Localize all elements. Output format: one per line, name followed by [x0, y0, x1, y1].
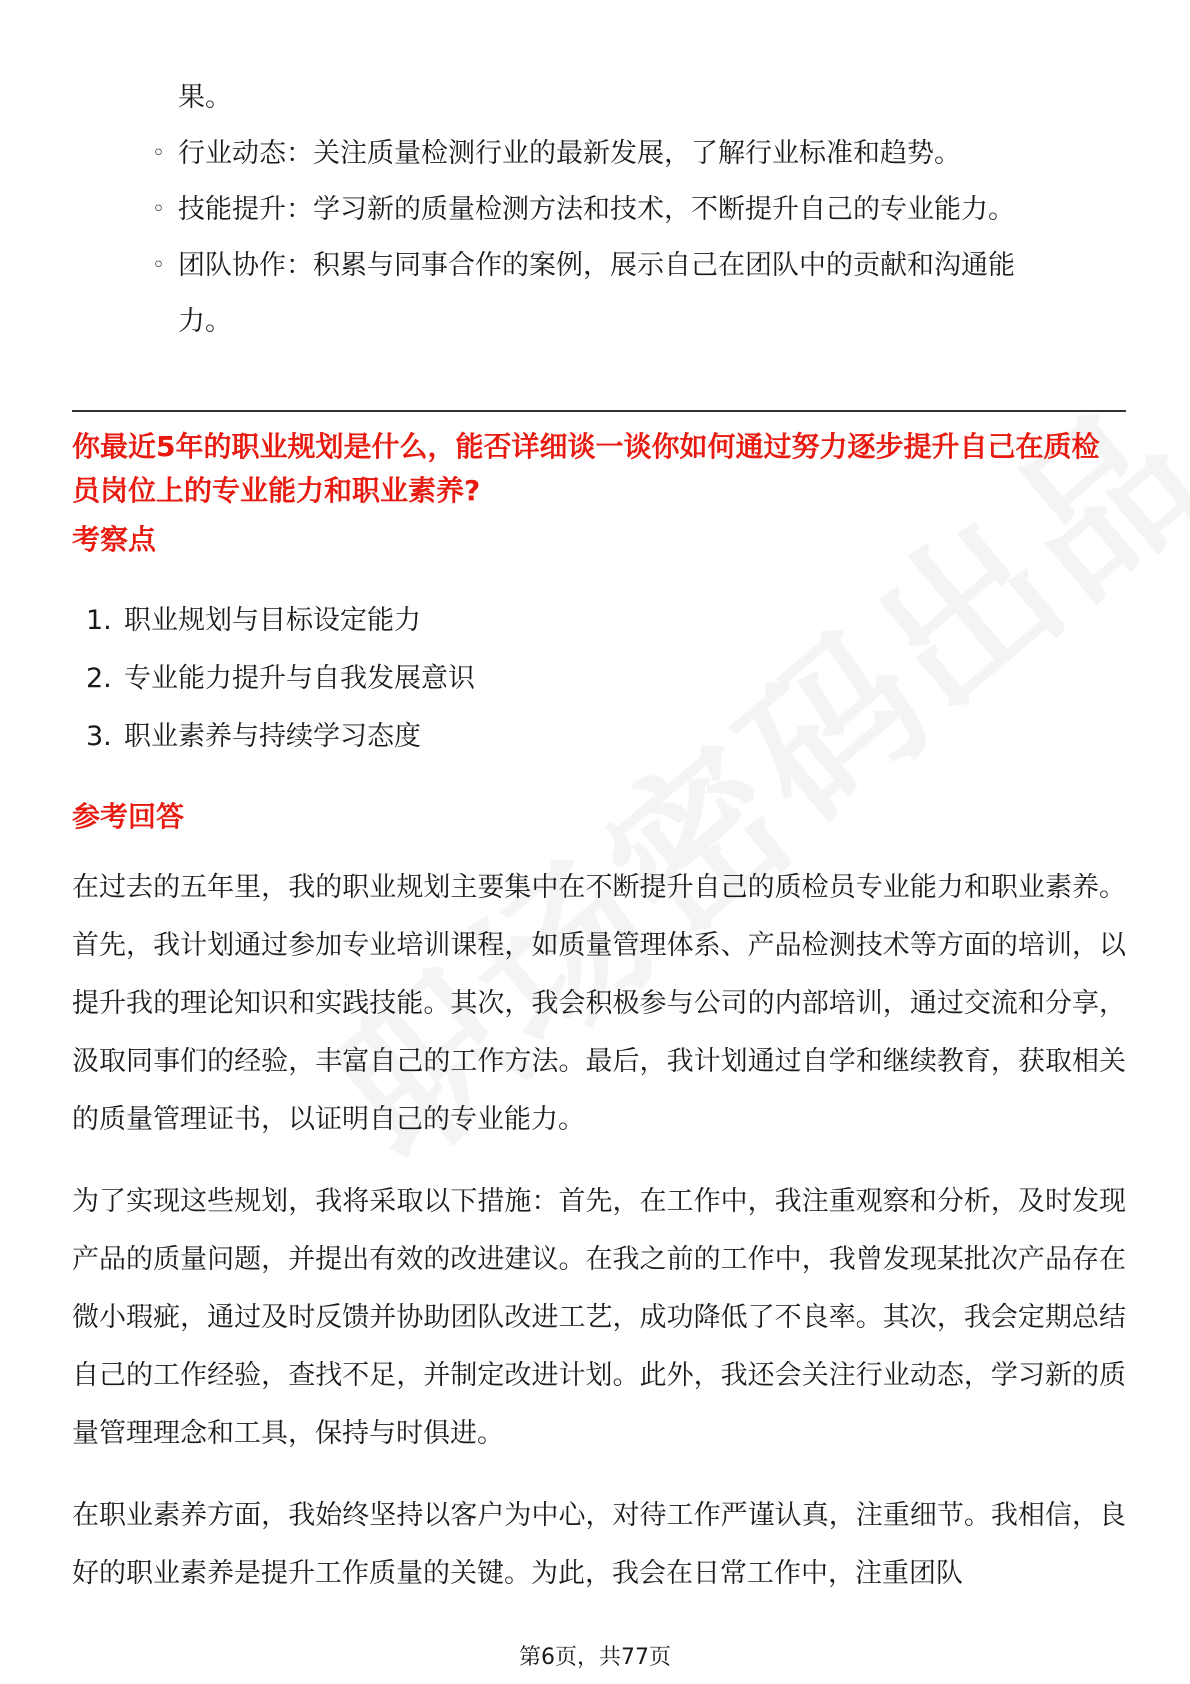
item-number: 1.: [86, 605, 112, 636]
answer-paragraph: 在过去的五年里，我的职业规划主要集中在不断提升自己的质检员专业能力和职业素养。首先，我计划通过参加专业培训课程，如质量管理体系、产品检测技术等方面的培训，以提升我的理论知识和实践技能。其次，我会积极参与公司的内部培训，通过交流和分享，汲取同事们的经验，丰富自己的工作方法。最后，我计划通过自学和继续教育，获取相关的质量管理证书，以证明自己的专业能力。: [72, 872, 1126, 1135]
question-heading: 你最近5年的职业规划是什么，能否详细谈一谈你如何通过努力逐步提升自己在质检员岗位上的专业能力和职业素养?: [72, 430, 1100, 507]
item-number: 2.: [86, 663, 112, 694]
section-divider: [72, 410, 1126, 412]
bullet-label: 技能提升：: [178, 194, 313, 225]
answer-paragraph: 为了实现这些规划，我将采取以下措施：首先，在工作中，我注重观察和分析，及时发现产品的质量问题，并提出有效的改进建议。在我之前的工作中，我曾发现某批次产品存在微小瑕疵，通过及时反馈并协助团队改进工艺，成功降低了不良率。其次，我会定期总结自己的工作经验，查找不足，并制定改进计划。此外，我还会关注行业动态，学习新的质量管理理念和工具，保持与时俱进。: [72, 1186, 1126, 1449]
bullet-text: 学习新的质量检测方法和技术，不断提升自己的专业能力。: [313, 194, 1015, 225]
points-list-item: [86, 592, 475, 650]
circle-bullet-icon: ◦: [152, 141, 165, 166]
points-list-item: [86, 708, 475, 766]
bullet-text: 关注质量检测行业的最新发展，了解行业标准和趋势。: [313, 138, 961, 169]
bullet-item: [148, 182, 1088, 238]
points-list: [86, 592, 475, 766]
section-heading-answer: 参考回答: [72, 800, 185, 833]
item-number: 3.: [86, 721, 112, 752]
item-text: 职业素养与持续学习态度: [124, 721, 421, 752]
points-list-item: [86, 650, 475, 708]
bullet-list: [148, 70, 1088, 350]
circle-bullet-icon: ◦: [152, 197, 165, 222]
continued-text: 果。: [178, 82, 232, 113]
bullet-item: [148, 126, 1088, 182]
bullet-label: 团队协作：: [178, 250, 313, 281]
page-number: 第6页，共77页: [519, 1645, 671, 1670]
bullet-item: [148, 238, 1088, 294]
item-text: 职业规划与目标设定能力: [124, 605, 421, 636]
bullet-continuation: 力。: [178, 306, 232, 337]
answer-paragraph: 在职业素养方面，我始终坚持以客户为中心，对待工作严谨认真，注重细节。我相信，良好的职业素养是提升工作质量的关键。为此，我会在日常工作中，注重团队: [72, 1500, 1126, 1589]
circle-bullet-icon: ◦: [152, 253, 165, 278]
bullet-text: 积累与同事合作的案例，展示自己在团队中的贡献和沟通能: [313, 250, 1015, 281]
section-heading-points: 考察点: [72, 523, 157, 556]
bullet-label: 行业动态：: [178, 138, 313, 169]
item-text: 专业能力提升与自我发展意识: [124, 663, 475, 694]
